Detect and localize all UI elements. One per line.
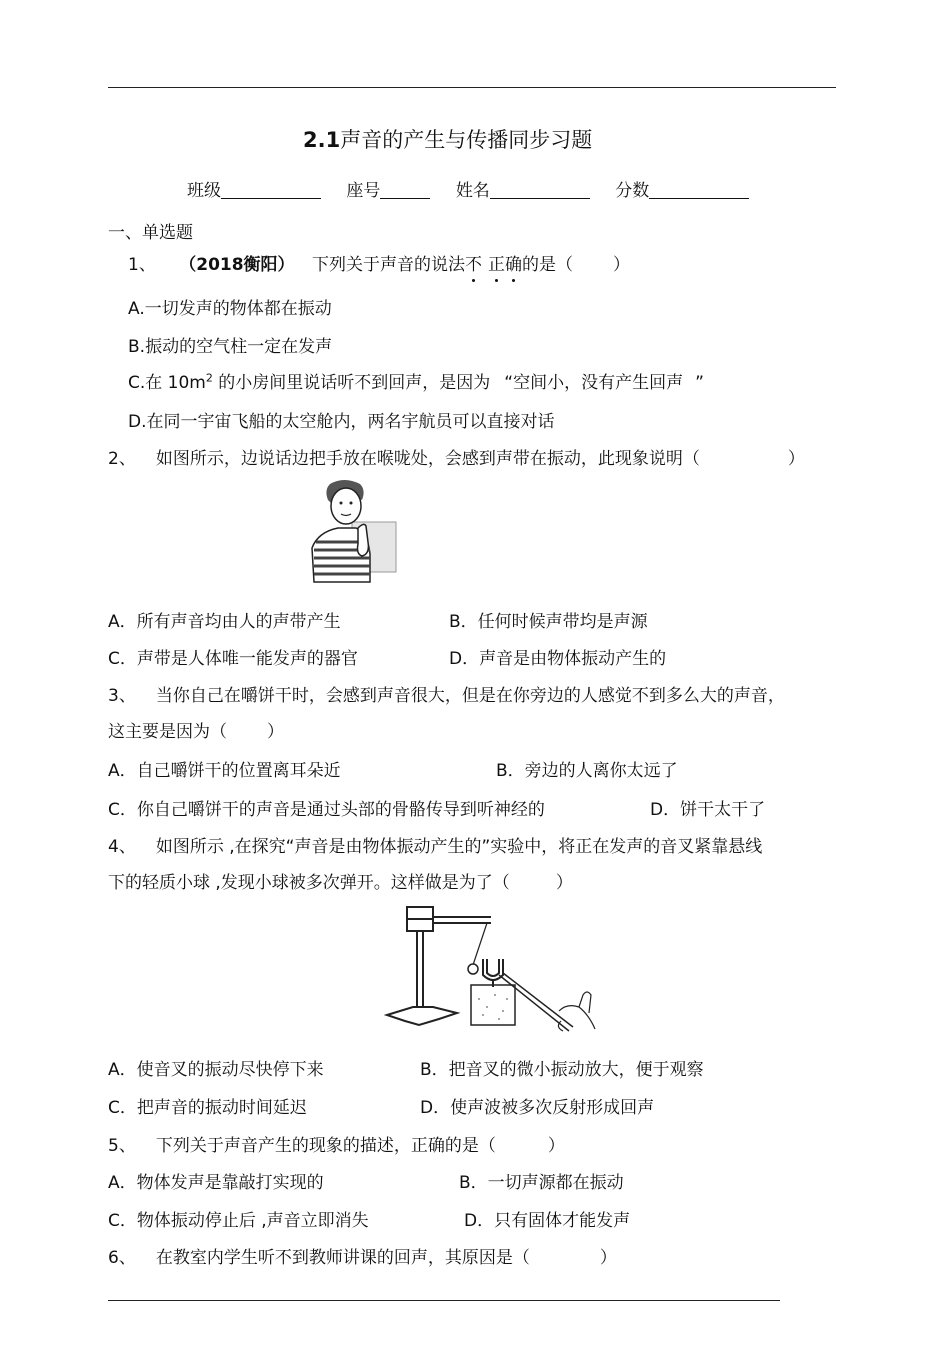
q3-option-c: C．你自己嚼饼干的声音是通过头部的骨骼传导到听神经的 (108, 800, 545, 820)
q4-option-c: C．把声音的振动时间延迟 (108, 1098, 307, 1118)
field-class-label: 班级 (187, 181, 221, 201)
field-score-blank[interactable] (649, 180, 749, 199)
field-name-blank[interactable] (490, 180, 590, 199)
q5-option-d: D．只有固体才能发声 (464, 1211, 631, 1231)
q5-option-c: C．物体振动停止后 ,声音立即消失 (108, 1211, 369, 1231)
q1-option-c (128, 368, 704, 393)
q6-stem-text: 在教室内学生听不到教师讲课的回声，其原因是（ (155, 1248, 530, 1268)
title-number: 2.1 (303, 128, 341, 152)
q5-option-a: A．物体发声是靠敲打实现的 (108, 1173, 324, 1193)
q1-stem-pre: 下列关于声音的说法 (311, 255, 465, 275)
q1-number: 1、 (128, 255, 156, 275)
page-title (303, 124, 592, 154)
q4-stem-text1: 如图所示 ,在探究“声音是由物体振动产生的”实验中，将正在发声的音叉紧靠悬线 (155, 837, 763, 857)
q1-option-c-sup: 2 (205, 371, 213, 385)
q5-stem (108, 1131, 565, 1156)
q1-stem-post: 的是（ (521, 255, 573, 275)
field-class-blank[interactable] (221, 180, 321, 199)
q6-number: 6、 (108, 1248, 136, 1268)
field-seat-blank[interactable] (380, 180, 430, 199)
q1-stem-close: ） (612, 255, 630, 275)
q4-option-d: D．使声波被多次反射形成回声 (420, 1098, 655, 1118)
q5-option-b: B．一切声源都在振动 (459, 1173, 624, 1193)
q4-option-b: B．把音叉的微小振动放大，便于观察 (420, 1060, 704, 1080)
info-fields (187, 176, 749, 201)
figure-boy-touching-throat (308, 478, 398, 584)
q1-option-c-quote: “ (504, 373, 514, 393)
q1-stem (128, 250, 630, 275)
q2-option-c: C．声带是人体唯一能发声的器官 (108, 649, 358, 669)
q1-option-a: A.一切发声的物体都在振动 (128, 299, 332, 319)
q3-stem-line1 (108, 681, 785, 706)
q2-number: 2、 (108, 449, 136, 469)
q4-stem-line2 (108, 868, 573, 893)
q4-option-a: A．使音叉的振动尽快停下来 (108, 1060, 324, 1080)
q1-source: （2018衡阳） (179, 255, 295, 275)
q3-number: 3、 (108, 686, 136, 706)
q1-option-c-post: 空间小，没有产生回声 (513, 373, 684, 393)
q1-emph-1: 不 (465, 250, 482, 275)
q3-stem-text2: 这主要是因为（ (108, 722, 227, 742)
field-seat-label: 座号 (346, 181, 381, 201)
section-heading: 一、单选题 (108, 223, 193, 243)
title-text: 声音的产生与传播同步习题 (340, 128, 593, 152)
bottom-rule (108, 1300, 780, 1301)
q4-stem-text2: 下的轻质小球 ,发现小球被多次弹开。这样做是为了（ (108, 873, 510, 893)
q3-option-a: A．自己嚼饼干的位置离耳朵近 (108, 761, 341, 781)
figure-tuning-fork-experiment (383, 903, 603, 1035)
q1-option-c-end: ” (695, 373, 704, 393)
field-name-label: 姓名 (455, 181, 490, 201)
q1-emph-3: 确 (505, 250, 522, 275)
q2-option-d: D．声音是由物体振动产生的 (449, 649, 667, 669)
q3-option-d: D．饼干太干了 (650, 800, 766, 820)
q2-option-a: A．所有声音均由人的声带产生 (108, 612, 341, 632)
q5-stem-text: 下列关于声音产生的现象的描述，正确的是（ (155, 1136, 496, 1156)
q3-option-b: B．旁边的人离你太远了 (496, 761, 678, 781)
q1-option-c-mid: 的小房间里说话听不到回声，是因为 (212, 373, 491, 393)
q1-option-c-pre: C.在 10m (128, 373, 206, 393)
field-score-label: 分数 (615, 181, 650, 201)
q4-number: 4、 (108, 837, 136, 857)
q3-stem-text1: 当你自己在嚼饼干时，会感到声音很大，但是在你旁边的人感觉不到多么大的声音， (155, 686, 785, 706)
q2-option-b: B．任何时候声带均是声源 (449, 612, 648, 632)
q6-stem-close: ） (599, 1248, 617, 1268)
q1-option-b: B.振动的空气柱一定在发声 (128, 337, 333, 357)
q5-stem-close: ） (547, 1136, 565, 1156)
q1-option-d: D.在同一宇宙飞船的太空舱内，两名宇航员可以直接对话 (128, 412, 555, 432)
q4-stem-line1 (108, 832, 762, 857)
q5-number: 5、 (108, 1136, 136, 1156)
q2-stem-close: ） (787, 449, 805, 469)
q1-emph-2: 正 (488, 250, 505, 275)
q3-stem-line2 (108, 717, 284, 742)
q4-stem-close: ） (555, 873, 573, 893)
q3-stem-close: ） (267, 722, 284, 742)
q2-stem-text: 如图所示，边说话边把手放在喉咙处，会感到声带在振动，此现象说明（ (155, 449, 700, 469)
q2-stem (108, 444, 805, 469)
q6-stem (108, 1243, 617, 1268)
top-rule (108, 87, 836, 88)
